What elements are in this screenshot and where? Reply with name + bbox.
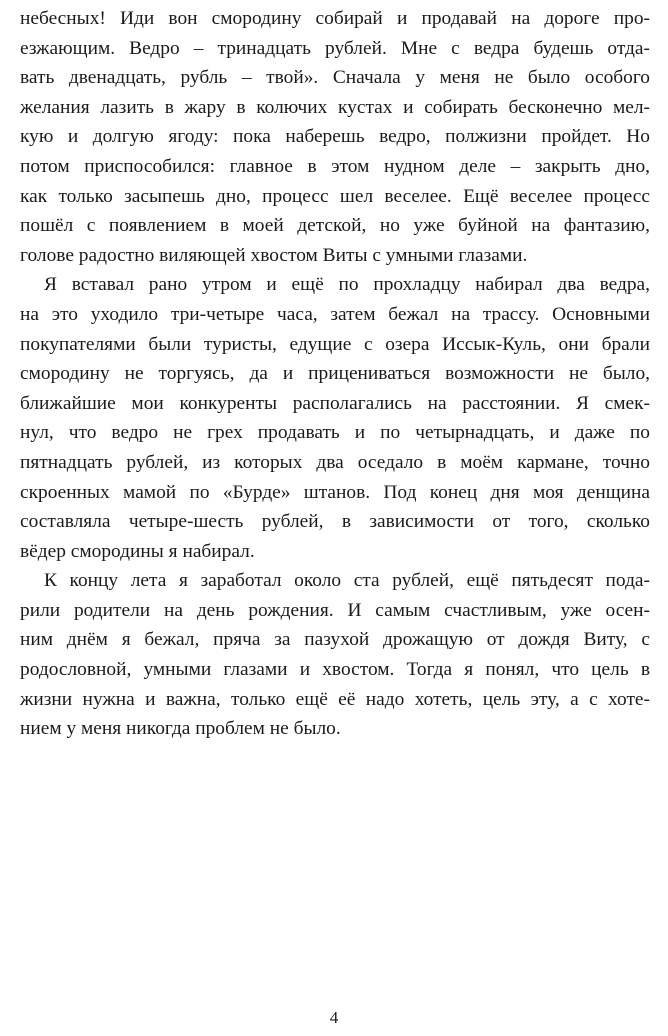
text-line: кую и долгую ягоду: пока наберешь ведро, полжизни пройдет. Но — [20, 126, 650, 148]
text-line: желания лазить в жару в колючих кустах и собирать бесконечно мел- — [20, 96, 650, 118]
text-line: ним днём я бежал, пряча за пазухой дрожащую от дождя Виту, с — [20, 629, 650, 651]
body-text — [20, 4, 650, 744]
text-line: К концу лета я заработал около ста рублей, ещё пятьдесят пода- — [44, 570, 650, 592]
text-line: рили родители на день рождения. И самым счастливым, уже осен- — [20, 599, 650, 621]
text-line: пошёл с появлением в моей детской, но уже буйной на фантазию, — [20, 215, 650, 237]
text-line: ближайшие мои конкуренты располагались на расстоянии. Я смек- — [20, 392, 650, 414]
text-line: составляла четыре-шесть рублей, в зависимости от того, сколько — [20, 511, 650, 533]
text-line: потом приспособился: главное в этом нудном деле – закрыть дно, — [20, 155, 650, 177]
text-line: смородину не торгуясь, да и прицениваться возможности не было, — [20, 363, 650, 385]
page-number: 4 — [329, 1008, 339, 1027]
text-line: Я вставал рано утром и ещё по прохладцу набирал два ведра, — [44, 274, 650, 296]
text-line: голове радостно виляющей хвостом Виты с умными глазами. — [20, 244, 528, 266]
text-line: пятнадцать рублей, из которых два оседало в моём кармане, точно — [20, 451, 650, 473]
text-line: вёдер смородины я набирал. — [20, 540, 255, 562]
text-line: езжающим. Ведро – тринадцать рублей. Мне с ведра будешь отда- — [20, 37, 650, 59]
text-line: вать двенадцать, рубль – твой». Сначала у меня не было особого — [20, 67, 650, 89]
text-line: нием у меня никогда проблем не было. — [20, 718, 341, 740]
text-line: скроенных мамой по «Бурде» штанов. Под конец дня моя денщина — [20, 481, 650, 503]
paragraph-3 — [20, 566, 650, 744]
text-line: родословной, умными глазами и хвостом. Тогда я понял, что цель в — [20, 659, 650, 681]
text-line: нул, что ведро не грех продавать и по четырнадцать, и даже по — [20, 422, 650, 444]
text-line: небесных! Иди вон смородину собирай и продавай на дороге про- — [20, 8, 650, 29]
text-line: жизни нужна и важна, только ещё её надо хотеть, цель эту, а с хоте- — [20, 688, 650, 710]
text-line: как только засыпешь дно, процесс шел веселее. Ещё веселее процесс — [20, 185, 650, 207]
paragraph-2 — [20, 270, 650, 566]
text-line: покупателями были туристы, едущие с озера Иссык-Куль, они брали — [20, 333, 650, 355]
text-line: на это уходило три-четыре часа, затем бежал на трассу. Основными — [20, 303, 650, 325]
paragraph-1 — [20, 4, 650, 270]
